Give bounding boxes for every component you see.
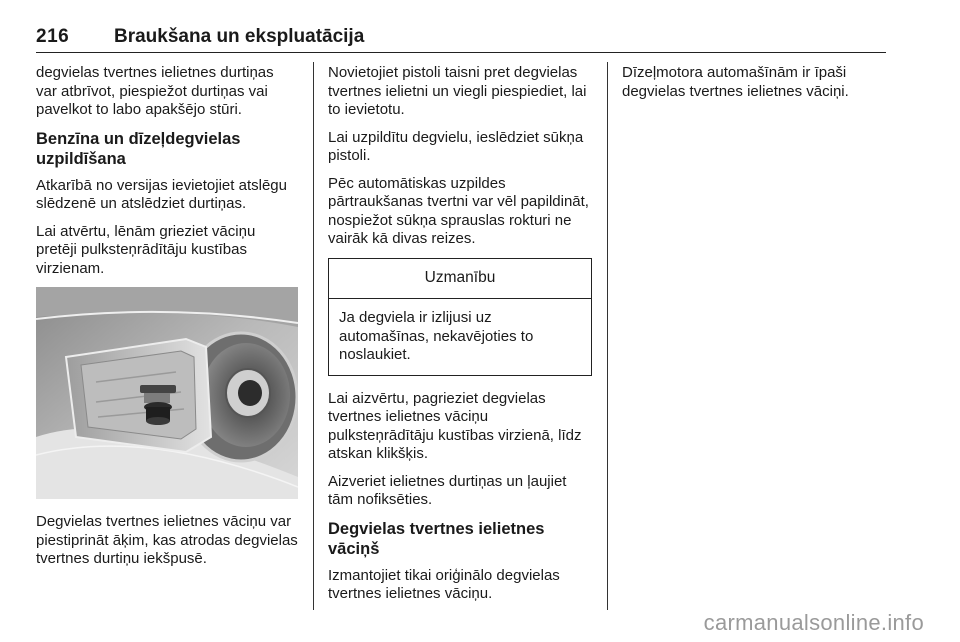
section-heading-filler-cap: Degvielas tvertnes ielietnes vāciņš (328, 519, 545, 558)
column-divider-right (607, 62, 608, 610)
paragraph-top-up: Pēc automātiskas uzpildes pārtraukšanas tvertni var vēl papildināt, nospiežot sūkņa sprauslas rokturi ne vairāk kā divas reizes. (328, 174, 589, 247)
paragraph-unlock: Atkarībā no versijas ievietojiet atslēgu slēdzenē un atslēdziet durtiņas. (36, 176, 287, 212)
section-heading-refueling: Benzīna un dīzeļdegvielas uzpildīšana (36, 129, 241, 168)
caution-box (328, 258, 592, 376)
watermark: carmanualsonline.info (703, 610, 924, 635)
fuel-filler-illustration (36, 287, 298, 499)
paragraph-hood-release: degvielas tvertnes ielietnes durtiņas var atbrīvot, piespiežot durtiņas vai pavelkot to labo apakšējo stūri. (36, 64, 274, 118)
column-left (36, 64, 298, 578)
paragraph-diesel-caps: Dīzeļmotora automašīnām ir īpaši degvielas tvertnes ielietnes vāciņi. (622, 64, 849, 100)
page-number: 216 (36, 26, 70, 47)
page-title: Braukšana un ekspluatācija (114, 26, 365, 47)
page-header (36, 24, 886, 53)
column-middle (328, 64, 592, 613)
paragraph-close-cap: Lai aizvērtu, pagrieziet degvielas tvertnes ielietnes vāciņu pulksteņrādītāju kustības virzienā, līdz atskan klikšķis. (328, 389, 582, 462)
paragraph-close-door: Aizveriet ielietnes durtiņas un ļaujiet tām nofiksēties. (328, 472, 567, 508)
column-right (622, 64, 886, 110)
column-divider-left (313, 62, 314, 610)
caution-title: Uzmanību (329, 259, 591, 300)
paragraph-open-cap: Lai atvērtu, lēnām grieziet vāciņu pretēji pulksteņrādītāju kustības virzienam. (36, 222, 256, 277)
figure-caption: Degvielas tvertnes ielietnes vāciņu var piestiprināt āķim, kas atrodas degvielas tvertnes durtiņu iekšpusē. (36, 513, 298, 567)
paragraph-original-cap: Izmantojiet tikai oriģinālo degvielas tvertnes ielietnes vāciņu. (328, 566, 560, 602)
caution-text: Ja degviela ir izlijusi uz automašīnas, nekavējoties to noslaukiet. (339, 309, 534, 363)
paragraph-insert-nozzle: Novietojiet pistoli taisni pret degvielas tvertnes ielietni un viegli piespiediet, lai to ievietotu. (328, 64, 587, 118)
paragraph-start-pump: Lai uzpildītu degvielu, ieslēdziet sūkņa pistoli. (328, 128, 584, 164)
